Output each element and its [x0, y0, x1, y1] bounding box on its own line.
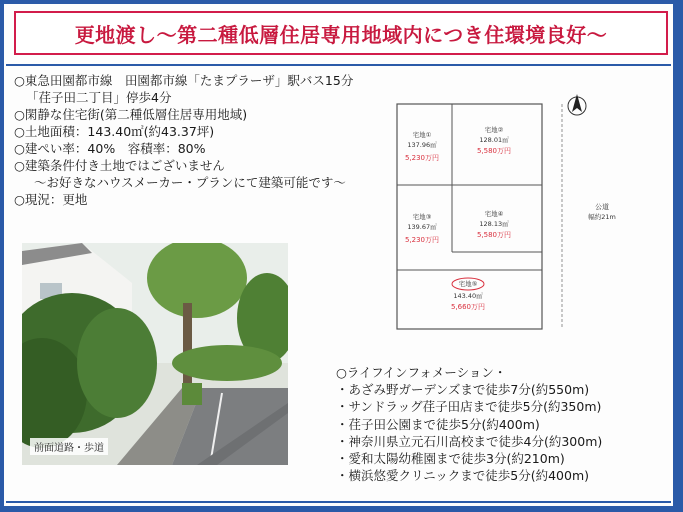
lot-4-area: 128.13㎡	[479, 220, 509, 228]
current-status-line: ○現況：更地	[14, 192, 88, 207]
property-info	[14, 72, 414, 208]
zoning-line: ○閑静な住宅街(第二種低層住居専用地域)	[14, 107, 248, 122]
road-width: 幅約21m	[588, 213, 616, 221]
title-box	[14, 11, 668, 55]
access-line: ○東急田園都市線 田園都市線「たまプラーザ」駅バス15分	[14, 73, 354, 88]
lot-1-price: 5,230万円	[404, 154, 440, 162]
coverage-ratio-line: ○建ぺい率：40% 容積率：80%	[14, 141, 206, 156]
life-info-item: ・横浜悠愛クリニックまで徒歩5分(約400m)	[336, 468, 589, 484]
site-plan	[372, 92, 662, 332]
lot-3-area: 139.67㎡	[407, 223, 437, 231]
life-info-item: ・神奈川県立元石川高校まで徒歩4分(約300m)	[336, 433, 603, 449]
lot-1-name: 宅地①	[412, 131, 432, 139]
lot-5-name: 宅地⑤	[458, 280, 478, 288]
divider-top	[6, 64, 671, 66]
lot-5-area: 143.40㎡	[453, 292, 483, 300]
site-plan-drawing	[372, 92, 662, 332]
no-build-condition-line: ○建築条件付き土地ではございません	[14, 158, 225, 173]
lot-2	[477, 125, 511, 155]
lot-4	[477, 209, 511, 239]
house-maker-line: ～お好きなハウスメーカー・プランにて建築可能です～	[34, 175, 346, 190]
lot-4-name: 宅地④	[484, 210, 504, 218]
life-info-heading: ○ライフインフォメーション・	[336, 365, 507, 380]
lot-2-name: 宅地②	[484, 126, 504, 134]
street-photo	[22, 243, 288, 465]
north-arrow-icon	[568, 94, 586, 115]
life-info-item: ・サンドラッグ荏子田店まで徒歩5分(約350m)	[336, 399, 602, 415]
life-info-item: ・あざみ野ガーデンズまで徒歩7分(約550m)	[336, 382, 590, 398]
lot-2-price: 5,580万円	[476, 147, 512, 155]
lot-4-price: 5,580万円	[476, 231, 512, 239]
lot-3	[405, 212, 439, 244]
life-info-item: ・愛和太陽幼稚園まで徒歩3分(約210m)	[336, 451, 565, 467]
photo-caption: 前面道路・歩道	[30, 438, 108, 455]
lot-3-price: 5,230万円	[404, 236, 440, 244]
life-info-item: ・荏子田公園まで徒歩5分(約400m)	[336, 416, 540, 432]
lot-1	[405, 130, 439, 162]
access-bus-stop-line: 「荏子田二丁目」停歩4分	[26, 90, 172, 105]
street-photo-illustration	[22, 243, 288, 465]
lot-3-name: 宅地③	[412, 213, 432, 221]
road-label: 公道	[595, 203, 609, 211]
lot-2-area: 128.01㎡	[479, 136, 509, 144]
divider-bottom	[6, 501, 671, 503]
page-title: 更地渡し～第二種低層住居専用地域内につき住環境良好～	[74, 22, 608, 47]
lot-1-area: 137.96㎡	[407, 141, 437, 149]
lot-5	[451, 278, 485, 311]
land-area-line: ○土地面積：143.40㎡(約43.37坪)	[14, 124, 215, 139]
life-information	[336, 364, 666, 484]
lot-5-price: 5,660万円	[450, 303, 486, 311]
